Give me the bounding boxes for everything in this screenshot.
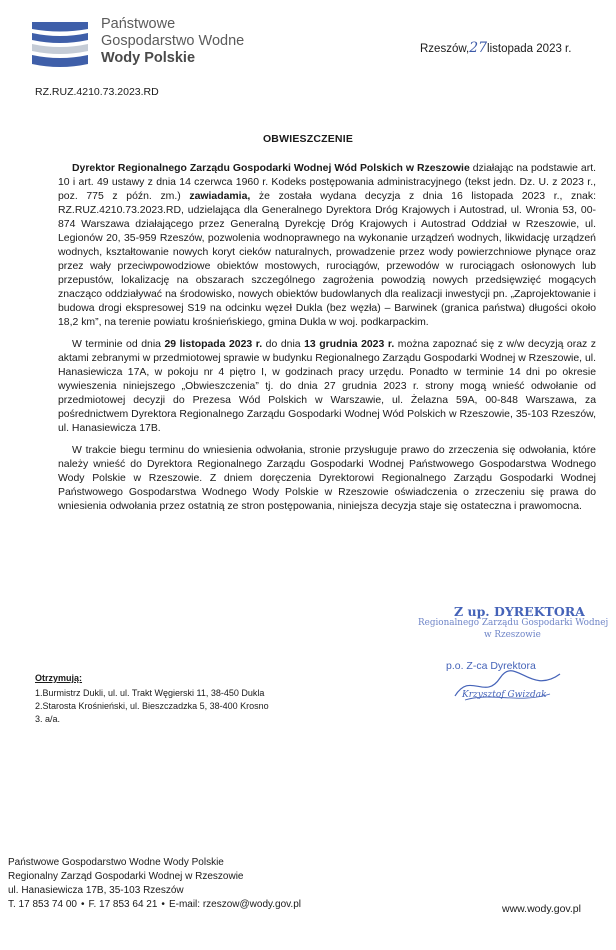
end-date: 13 grudnia 2023 r. (304, 339, 395, 350)
stamp-line-2: Regionalnego Zarządu Gospodarki Wodnej (418, 618, 609, 628)
date-city: Rzeszów, (420, 43, 470, 55)
footer-line-3: ul. Hanasiewicza 17B, 35-103 Rzeszów (8, 885, 184, 896)
footer-line-2: Regionalny Zarząd Gospodarki Wodnej w Rzeszowie (8, 871, 244, 882)
footer-line-1: Państwowe Gospodarstwo Wodne Wody Polskie (8, 857, 224, 868)
document-date (420, 40, 571, 56)
stamp-line-1: Z up. DYREKTORA (454, 604, 585, 619)
handwritten-signature-icon (450, 666, 570, 706)
paragraph-3: W trakcie biegu terminu do wniesienia odwołania, stronie przysługuje prawo do zrzeczenia się odwołania, które należy wnieść do Dyrektora Regionalnego Zarządu Gospodarki Wodnej Państwowego Gospodarstwa Wodnego Wody Polskie w Rzeszowie. Z dniem doręczenia Dyrektorowi Regionalnego Zarządu Gospodarki Wodnej Państwowego Gospodarstwa Wodnego Wody Polskie w Rzeszowie oświadczenia o zrzeczeniu się prawa do wniesienia odwołania przez ostatnią ze stron postępowania, niniejsza decyzja staje się ostateczna i prawomocna. (58, 445, 596, 512)
recipients-list (35, 672, 269, 726)
footer-website-link[interactable]: www.wody.gov.pl (502, 903, 581, 915)
paragraph-2 (58, 338, 596, 436)
date-day-handwritten: 27 (469, 40, 488, 56)
logo-text (101, 16, 244, 67)
footer-fax: F. 17 853 64 21 (88, 899, 158, 910)
paragraph-1-notifies: zawiadamia, (189, 191, 251, 202)
stamp-line-5: Krzysztof Gwizdak (462, 690, 547, 700)
footer-phone: T. 17 853 74 00 (8, 899, 77, 910)
paragraph-1-text-a: działając na podstawie art. 10 i art. 49 ustawy z dnia 14 czerwca 1960 r. Kodeks postępowania administracyjnego (tekst jedn. Dz. U. z 2023 r., poz. 775 z późn. zm.) (58, 163, 597, 202)
paragraph-1 (58, 162, 596, 330)
logo-line-2: Gospodarstwo Wodne (101, 33, 245, 49)
date-rest: listopada 2023 r. (487, 43, 572, 55)
recipient-item: 3. a/a. (35, 714, 61, 724)
reference-number: RZ.RUZ.4210.73.2023.RD (35, 86, 159, 98)
recipient-item: 2.Starosta Krośnieński, ul. Bieszczadzka 5, 38-400 Krosno (35, 701, 269, 711)
paragraph-2-text-c: można zapoznać się z w/w decyzją oraz z aktami zebranymi w przedmiotowej sprawie w budynku Regionalnego Zarządu Gospodarki Wodnej w Rzeszowie, ul. Hanasiewicza 17A, w pokoju nr 4 piętro I, w godzinach pracy urzędu. Ponadto w terminie 14 dni po okresie wywieszenia niniejszego „Obwieszczenia” tj. do dnia 27 grudnia 2023 r. strony mogą wnieść odwołanie od przedmiotowej decyzji do Prezesa Wód Polskich w Warszawie, ul. Żelazna 59A, 00-848 Warszawa, za pośrednictwem Dyrektora Regionalnego Zarządu Gospodarki Wodnej Wód Polskich w Rzeszowie, 35-103 Rzeszów, ul. Hanasiewicza 17B. (58, 339, 596, 434)
document-title: OBWIESZCZENIE (262, 133, 354, 145)
footer-email: E-mail: rzeszow@wody.gov.pl (168, 899, 301, 910)
recipient-item: 1.Burmistrz Dukli, ul. ul. Trakt Węgierski 11, 38-450 Dukla (35, 688, 265, 698)
footer-address (8, 856, 301, 912)
paragraph-1-text-b: że została wydana decyzja z dnia 16 listopada 2023 r., znak: RZ.RUZ.4210.73.2023.RD, udzielająca dla Generalnego Dyrektora Dróg Krajowych i Autostrad, ul. Wronia 53, 00-874 Warszawa działającego przez Generalną Dyrekcję Dróg Krajowych i Autostrad Oddział w Rzeszowie, ul. Legionów 20, 35-959 Rzeszów, pozwolenia wodnoprawnego na wykonanie urządzeń wodnych, likwidację urządzeń wodnych, kształtowanie nowych koryt cieków naturalnych, prowadzenie przez wody powierzchniowe płynące oraz przez wały przeciwpowodziowe obiektów mostowych, rurociągów, przewodów w rurociągach osłonowych lub przepustów, lokalizację na obszarach szczególnego zagrożenia powodzią nowych przedsięwzięć mogących znacząco oddziaływać na środowisko, nowych obiektów budowlanych dla realizacji inwestycji pn. „Zaprojektowanie i budowa drogi ekspresowej S19 na odcinku węzeł Dukla (bez węzła) – Barwinek (granica państwa) długości około 18,2 km”, na terenie powiatu krośnieńskiego, gmina Dukla w woj. podkarpackim. (58, 191, 596, 328)
document-body (58, 162, 596, 522)
recipients-heading: Otrzymują: (35, 673, 83, 683)
wody-polskie-logo-icon (30, 16, 90, 70)
bullet-icon: • (80, 899, 85, 910)
logo-line-1: Państwowe (101, 16, 176, 32)
footer-contact (8, 898, 301, 912)
bullet-icon: • (161, 899, 165, 910)
paragraph-2-text-b: do dnia (262, 339, 305, 350)
paragraph-2-text-a: W terminie od dnia (72, 339, 165, 350)
logo-line-3: Wody Polskie (101, 50, 196, 66)
stamp-line-3: w Rzeszowie (484, 630, 541, 640)
signature-stamp (410, 604, 610, 714)
issuer-name: Dyrektor Regionalnego Zarządu Gospodarki Wodnej Wód Polskich w Rzeszowie (72, 163, 470, 174)
stamp-line-4: p.o. Z-ca Dyrektora (446, 660, 536, 672)
logo (30, 12, 270, 70)
start-date: 29 listopada 2023 r. (164, 339, 263, 350)
